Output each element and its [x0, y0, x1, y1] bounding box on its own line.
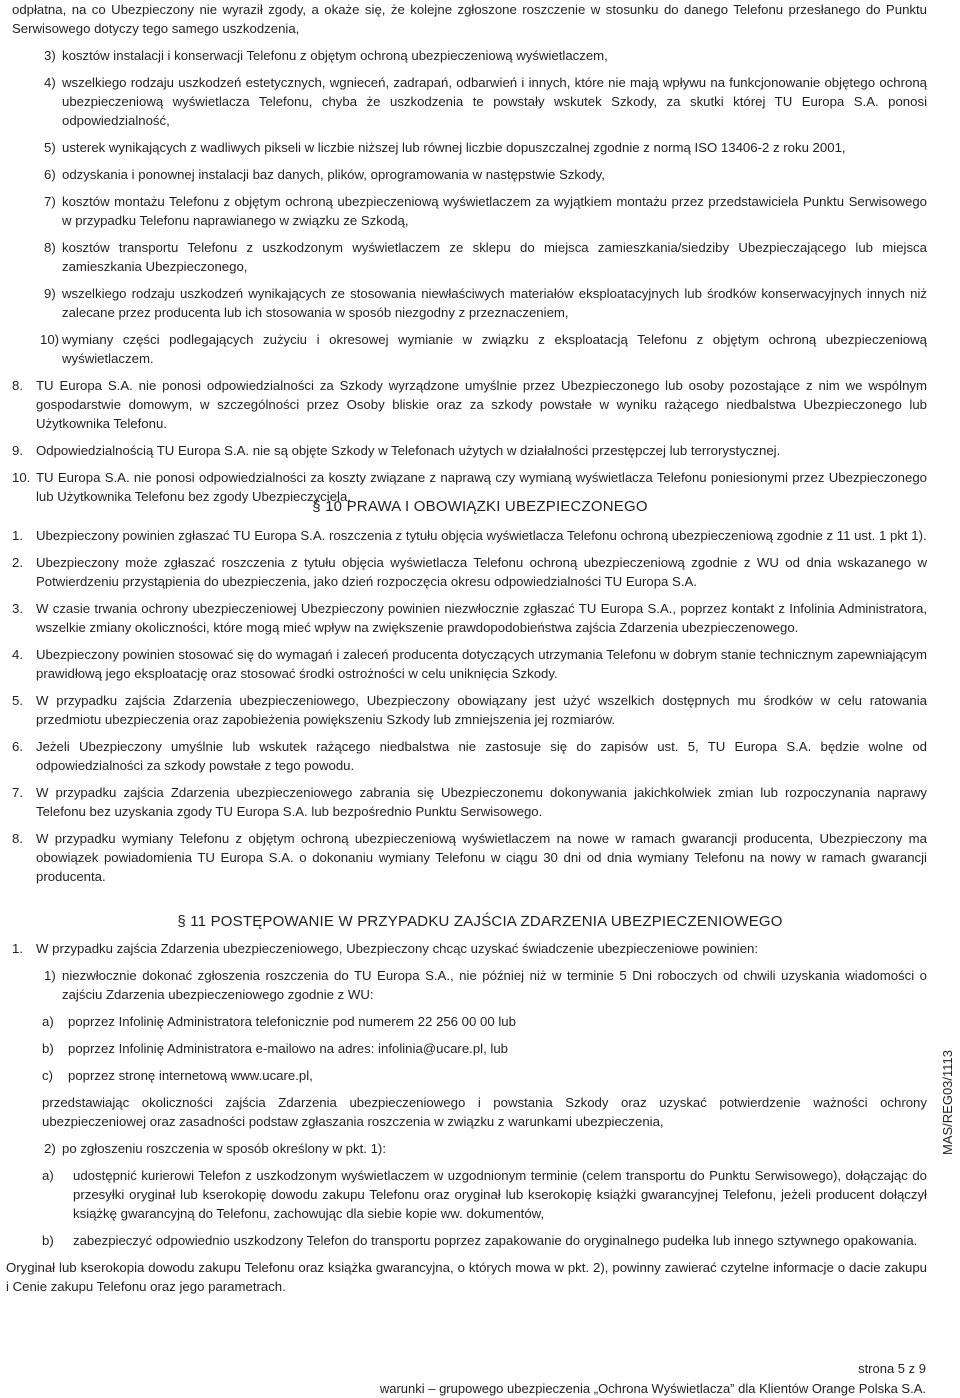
letter-item: c) poprzez stronę internetową www.ucare.pl, — [42, 1068, 313, 1083]
list-item: 1) niezwłocznie dokonać zgłoszenia roszczenia do TU Europa S.A., nie później niż w terminie 5 Dni roboczych od chwili uzyskania wiadomości o zajściu Zdarzenia ubezpieczeniowego zgodnie z WU: — [44, 968, 927, 1002]
list-item: 7) kosztów montażu Telefonu z objętym ochroną ubezpieczeniową wyświetlaczem za wyjątkiem montażu przez przedstawiciela Punktu Serwisowego w przypadku Telefonu naprawianego w związku ze Szkodą, — [44, 194, 927, 228]
intro-block — [12, 0, 927, 514]
list-item: 4) wszelkiego rodzaju uszkodzeń estetycznych, wgnieceń, zadrapań, odbarwień i innych, które nie mają wpływu na funkcjonowanie objętego ochroną ubezpieczeniową wyświetlacza Telefonu, chyba że uszkodzenia te powstały wskutek Szkody, za skutki której TU Europa S.A. ponosi odpowiedzialność, — [44, 75, 927, 128]
numbered-point: 7. W przypadku zajścia Zdarzenia ubezpieczeniowego zabrania się Ubezpieczonemu dokonywania jakichkolwiek zmian lub rozpoczynania naprawy Telefonu bez uzyskania zgody TU Europa S.A. lub bezpośrednio Punktu Serwisowego. — [12, 785, 927, 819]
list-item: 6) odzyskania i ponownej instalacji baz danych, plików, oprogramowania w następstwie Szkody, — [44, 167, 605, 182]
numbered-point: 4. Ubezpieczony powinien stosować się do wymagań i zaleceń producenta dotyczących utrzymania Telefonu w dobrym stanie technicznym zapewniającym prawidłową jego eksploatację oraz stosować środki ostrożności w celu uniknięcia Szkody. — [12, 647, 927, 681]
letter-item: a) udostępnić kurierowi Telefon z uszkodzonym wyświetlaczem w uzgodnionym terminie (celem transportu do Punktu Serwisowego), dołączając do przesyłki oryginał lub kserokopię dowodu zakupu Telefonu oraz oryginał lub kserokopię książki gwarancyjnej Telefonu, jeżeli producent dołączył książkę gwarancyjną do Telefonu, zachowując dla siebie kopie ww. dokumentów, — [42, 1168, 927, 1221]
list-item: 2) po zgłoszeniu roszczenia w sposób określony w pkt. 1): — [44, 1141, 386, 1156]
numbered-point: 10. TU Europa S.A. nie ponosi odpowiedzialności za koszty związane z naprawą czy wymianą wyświetlacza Telefonu poniesionymi przez Ubezpieczonego lub Użytkownika Telefonu bez zgody Ubezpieczyciela. — [12, 470, 927, 504]
numbered-point: 8. W przypadku wymiany Telefonu z objętym ochroną ubezpieczeniową wyświetlaczem na nowe w ramach gwarancji producenta, Ubezpieczony ma obowiązek powiadomienia TU Europa S.A. o dokonaniu wymiany Telefonu w ciągu 30 dni od dnia wymiany Telefonu na nowy w ramach gwarancji producenta. — [12, 831, 927, 884]
footer-title: warunki – grupowego ubezpieczenia „Ochrona Wyświetlacza” dla Klientów Orange Polska S.A. — [379, 1381, 926, 1396]
numbered-point: 9. Odpowiedzialnością TU Europa S.A. nie są objęte Szkody w Telefonach użytych w działalności przestępczej lub terrorystycznej. — [12, 443, 781, 458]
closing-paragraph: Oryginał lub kserokopia dowodu zakupu Telefonu oraz książka gwarancyjna, o których mowa w pkt. 2), powinny zawierać czytelne informacje o dacie zakupu i Cenie zakupu Telefonu oraz jego parametrach. — [6, 1260, 927, 1294]
numbered-point: 1. W przypadku zajścia Zdarzenia ubezpieczeniowego, Ubezpieczony chcąc uzyskać świadczenie ubezpieczeniowe powinien: — [12, 941, 759, 956]
document-code: MAS/REG03/1113 — [940, 1049, 955, 1155]
numbered-point: 3. W czasie trwania ochrony ubezpieczeniowej Ubezpieczony powinien niezwłocznie zgłaszać TU Europa S.A., poprzez kontakt z Infolinia Administratora, wszelkie zmiany okoliczności, które mogą mieć wpływ na zwiększenie prawdopodobieństwa zajścia Zdarzenia ubezpieczenowego. — [12, 601, 927, 635]
page-number: strona 5 z 9 — [858, 1361, 926, 1376]
section-11-title: § 11 POSTĘPOWANIE W PRZYPADKU ZAJŚCIA ZDARZENIA UBEZPIECZENIOWEGO — [177, 913, 783, 930]
letter-item: b) poprzez Infolinię Administratora e-mailowo na adres: infolinia@ucare.pl, lub — [42, 1041, 509, 1056]
section-11-subitems-2 — [12, 1139, 927, 1158]
letter-item: a) poprzez Infolinię Administratora telefonicznie pod numerem 22 256 00 00 lub — [42, 1014, 516, 1029]
numbered-point: 5. W przypadku zajścia Zdarzenia ubezpieczeniowego, Ubezpieczony obowiązany jest użyć wszelkich dostępnych mu środków w celu ratowania przedmiotu ubezpieczenia oraz zapobieżenia powiększeniu Szkody lub zmniejszenia jej rozmiarów. — [12, 693, 927, 727]
list-item: 3) kosztów instalacji i konserwacji Telefonu z objętym ochroną ubezpieczeniową wyświetlaczem, — [44, 48, 608, 63]
list-item: 10) wymiany części podlegających zużyciu i okresowej wymianie w związku z eksploatacją Telefonu z objętym ochroną ubezpieczeniową wyświetlaczem. — [40, 332, 927, 366]
letter-item: b) zabezpieczyć odpowiednio uszkodzony Telefon do transportu poprzez zapakowanie do oryginalnego pudełka lub innego sztywnego opakowania. — [42, 1233, 918, 1248]
list-item: 8) kosztów transportu Telefonu z uszkodzonym wyświetlaczem ze sklepu do miejsca zamieszkania/siedziby Ubezpieczającego lub miejsca zamieszkania Ubezpieczonego, — [44, 240, 927, 274]
list-item: 9) wszelkiego rodzaju uszkodzeń wynikających ze stosowania niewłaściwych materiałów eksploatacyjnych lub środków konserwacyjnych innych niż zalecane przez producenta lub ich stosowania w sposób niezgodny z przeznaczeniem, — [44, 286, 927, 320]
numbered-point: 2. Ubezpieczony może zgłaszać roszczenia z tytułu objęcia wyświetlacza Telefonu ochroną ubezpieczeniową zgodnie z WU od dnia wskazanego w Potwierdzeniu przystąpienia do ubezpieczenia, jako dzień rozpoczęcia okresu odpowiedzialności TU Europa S.A. — [12, 555, 927, 589]
section-10-title: § 10 PRAWA I OBOWIĄZKI UBEZPIECZONEGO — [312, 498, 648, 515]
intro-continuation: odpłatna, na co Ubezpieczony nie wyraził zgody, a okaże się, że kolejne zgłoszone roszczenie w stosunku do danego Telefonu przesłanego do Punktu Serwisowego dotyczy tego samego uszkodzenia, — [12, 2, 927, 36]
numbered-point: 6. Jeżeli Ubezpieczony umyślnie lub wskutek rażącego niedbalstwa nie zastosuje się do zapisów ust. 5, TU Europa S.A. będzie wolne od odpowiedzialności za szkody powstałe z tego powodu. — [12, 739, 927, 773]
list-item: 5) usterek wynikających z wadliwych pikseli w liczbie niższej lub równej liczbie dopuszczalnej zgodnie z normą ISO 13406-2 z roku 2001, — [44, 140, 846, 155]
after-letters-text: przedstawiając okoliczności zajścia Zdarzenia ubezpieczeniowego i powstania Szkody oraz uzyskać potwierdzenie ważności ochrony ubezpieczeniowej oraz zasadności podstaw zgłaszania roszczenia w związku z warunkami ubezpieczenia, — [42, 1095, 927, 1129]
section-10-block — [12, 526, 927, 894]
section-11-subitems — [12, 966, 927, 1004]
intro-subitems — [12, 46, 927, 368]
numbered-point: 8. TU Europa S.A. nie ponosi odpowiedzialności za Szkody wyrządzone umyślnie przez Ubezpieczonego lub osoby pozostające z nim we wspólnym gospodarstwie domowym, w szczególności przez Osoby bliskie oraz za szkody powstałe w wyniku rażącego niedbalstwa Ubezpieczonego lub Użytkownika Telefonu. — [12, 378, 927, 431]
section-11-block — [6, 939, 927, 1296]
numbered-point: 1. Ubezpieczony powinien zgłaszać TU Europa S.A. roszczenia z tytułu objęcia wyświetlacza Telefonu ochroną ubezpieczeniową zgodnie z 11 ust. 1 pkt 1). — [12, 528, 927, 543]
